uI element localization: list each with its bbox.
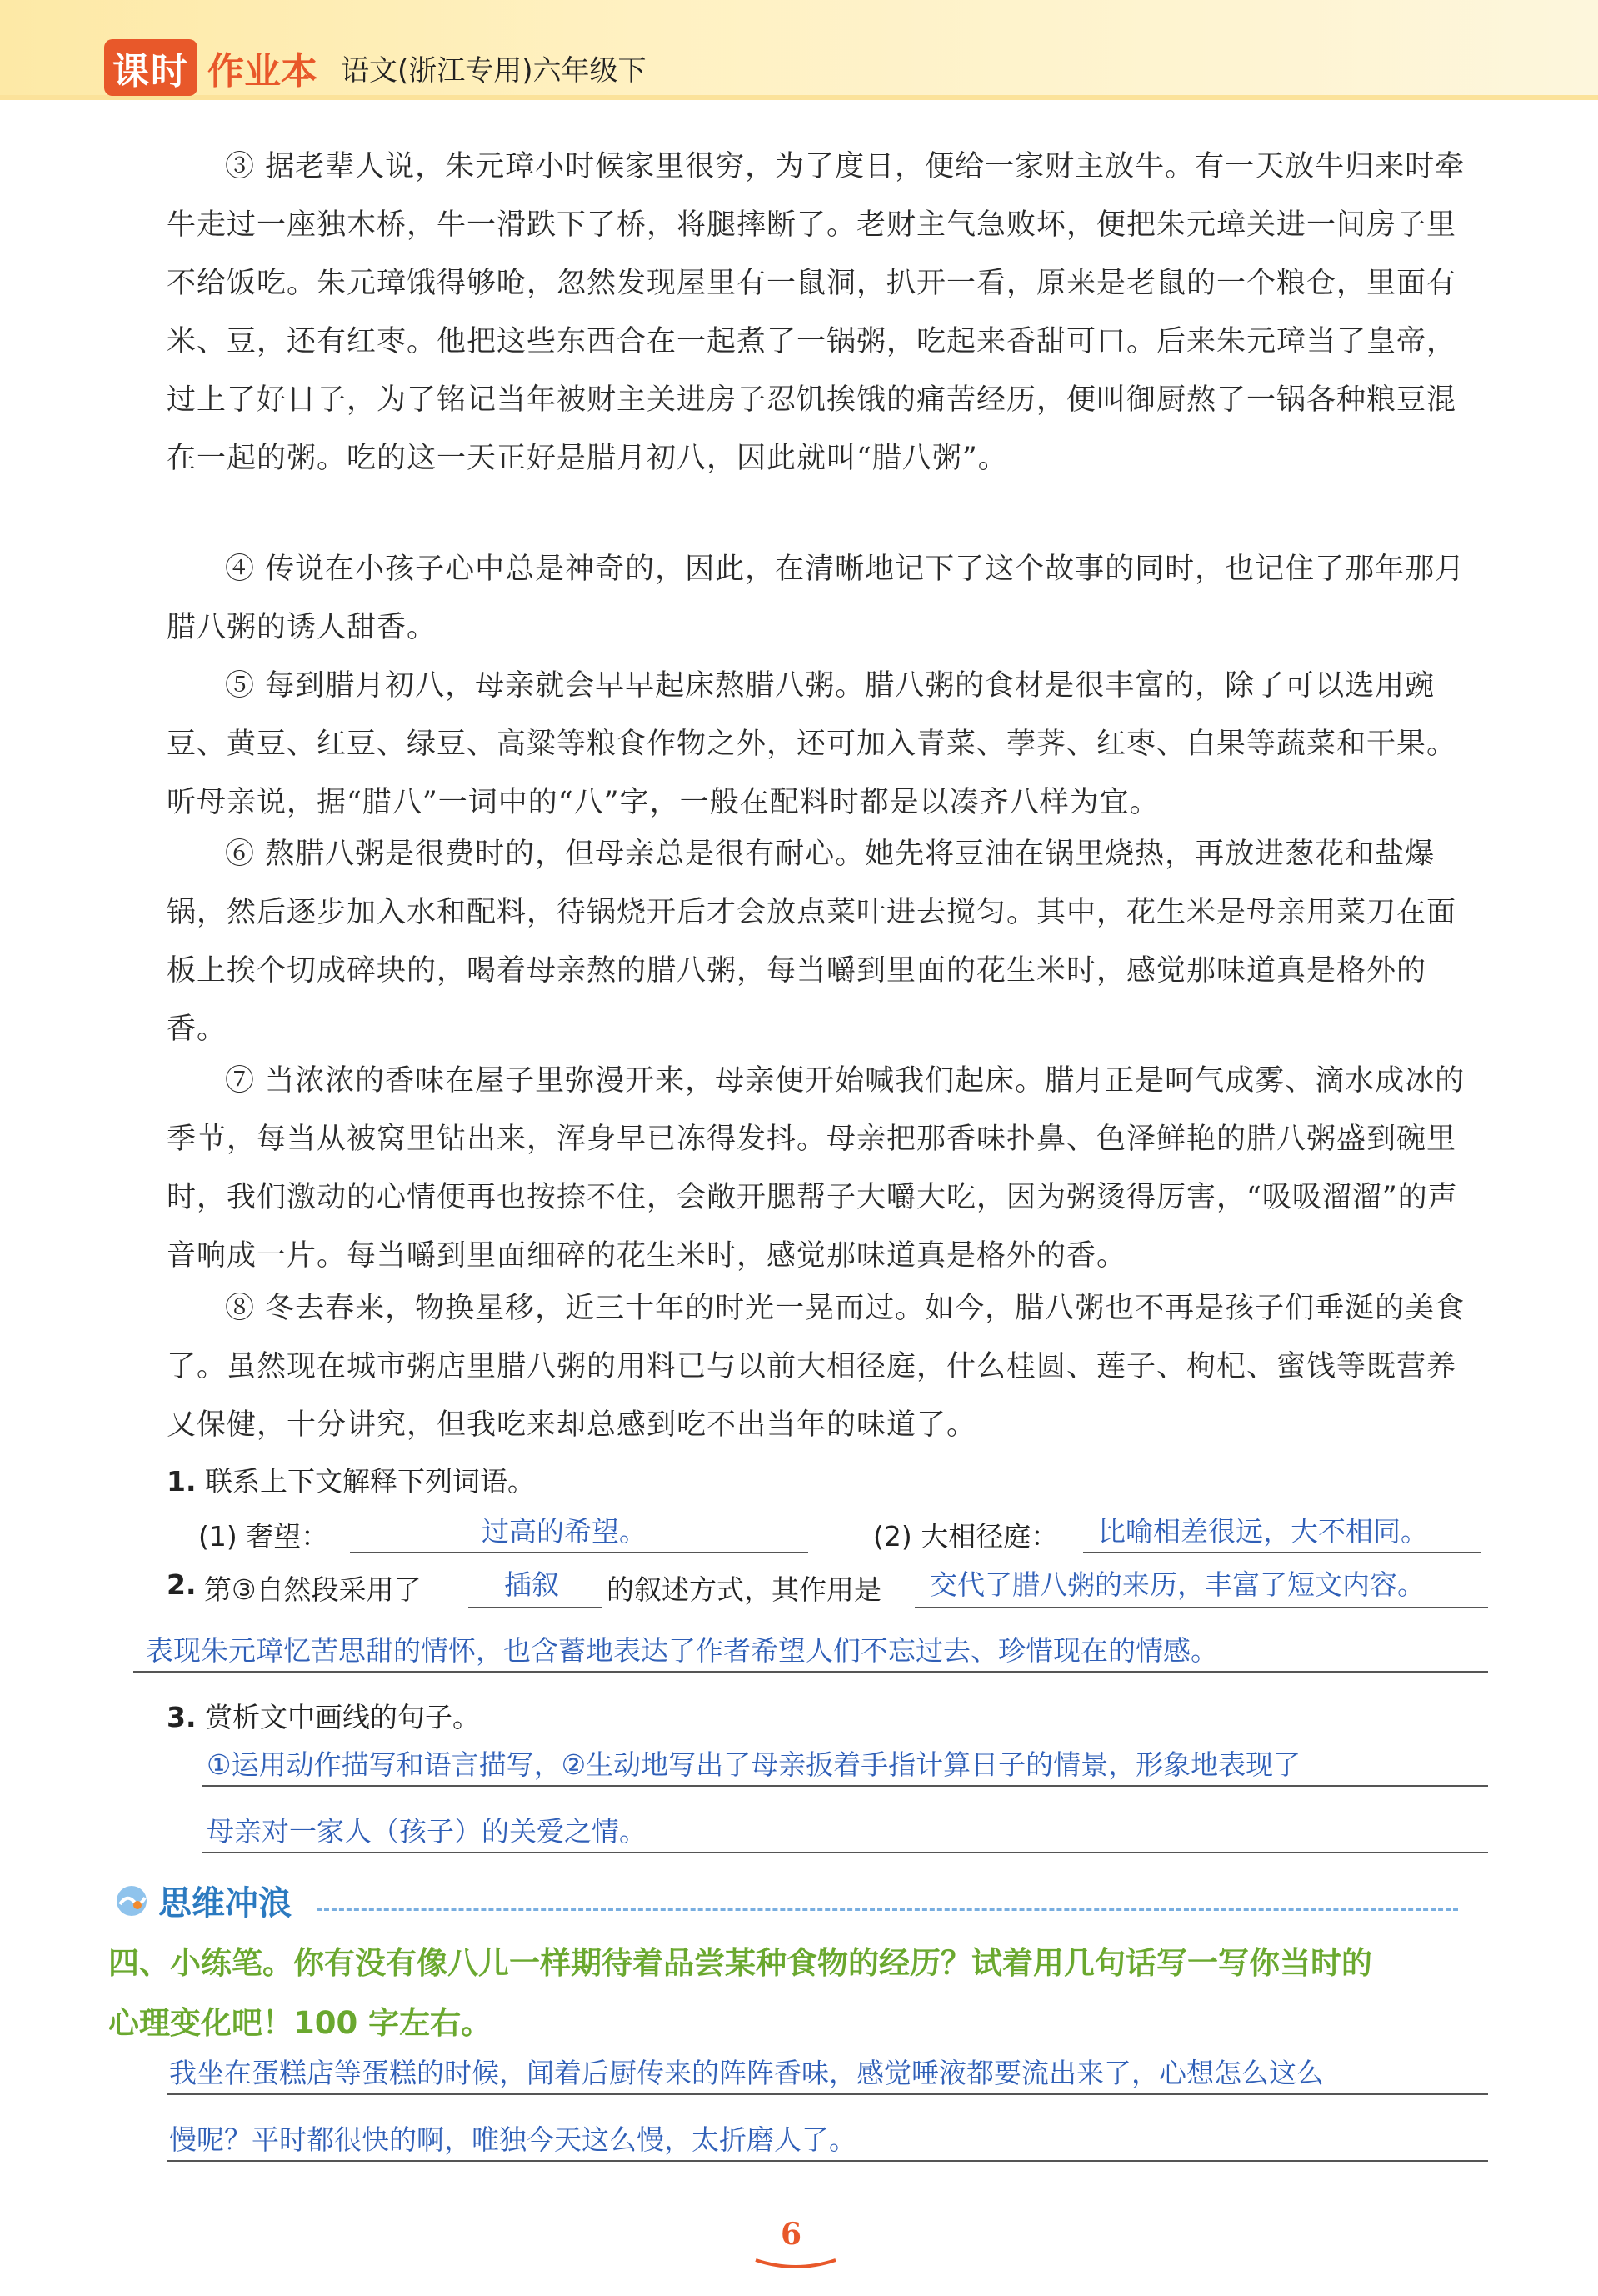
paragraph-5: ⑤ 每到腊月初八，母亲就会早早起床熬腊八粥。腊八粥的食材是很丰富的，除了可以选用豌豆、黄豆、红豆、绿豆、高粱等粮食作物之外，还可加入青菜、荸荠、红枣、白果等蔬菜和干果。听母亲说，据“腊八”一词中的“八”字，一般在配料时都是以凑齐八样为宜。 [167,669,1457,819]
answer-4-part2: 慢呢？平时都很快的啊，唯独今天这么慢，太折磨人了。 [169,2123,856,2156]
answer-3-part2: 母亲对一家人（孩子）的关爱之情。 [207,1815,647,1848]
question-2-number: 2. [167,1568,197,1601]
page-number: 6 [781,2217,802,2252]
answer-line-1a [350,1552,808,1553]
answer-1b: 比喻相差很远，大不相同。 [1098,1515,1428,1548]
question-1-number: 1. [167,1465,197,1498]
book-info: 语文(浙江专用)六年级下 [341,53,647,88]
book-header [104,43,647,92]
paragraph-4: ④ 传说在小孩子心中总是神奇的，因此，在清晰地记下了这个故事的同时，也记住了那年那月腊八粥的诱人甜香。 [167,553,1466,644]
answer-line-2b [133,1671,1488,1673]
question-2-text-a: 第③自然段采用了 [204,1573,422,1606]
logo-text: 作业本 [207,50,317,93]
paragraph-8: ⑧ 冬去春来，物换星移，近三十年的时光一晃而过。如今，腊八粥也不再是孩子们垂涎的美食了。虽然现在城市粥店里腊八粥的用料已与以前大相径庭，什么桂圆、莲子、枸杞、蜜饯等既营养又保健，十分讲究，但我吃来却总感到吃不出当年的味道了。 [167,1292,1466,1442]
answer-line-1b [1083,1552,1481,1553]
answer-line-2-blank [468,1607,602,1608]
question-1a-label: (1) 奢望： [198,1520,329,1553]
paragraph-7: ⑦ 当浓浓的香味在屋子里弥漫开来，母亲便开始喊我们起床。腊月正是呵气成雾、滴水成冰的季节，每当从被窝里钻出来，浑身早已冻得发抖。母亲把那香味扑鼻、色泽鲜艳的腊八粥盛到碗里时，我们激动的心情便再也按捺不住，会敞开腮帮子大嚼大吃，因为粥烫得厉害，“吸吸溜溜”的声音响成一片。每当嚼到里面细碎的花生米时，感觉那味道真是格外的香。 [167,1064,1466,1273]
answer-line-3a [202,1785,1488,1787]
answer-3-part1: ①运用动作描写和语言描写，②生动地写出了母亲扳着手指计算日子的情景，形象地表现了 [207,1748,1301,1781]
answer-line-4a [167,2093,1488,2095]
question-3-number: 3. [167,1701,197,1733]
task-line-2: 心理变化吧！100 字左右。 [108,2005,492,2041]
answer-2-part1: 交代了腊八粥的来历，丰富了短文内容。 [930,1568,1425,1601]
question-2-text-b: 的叙述方式，其作用是 [607,1573,881,1606]
page-decoration-icon [754,2258,837,2270]
section-divider [317,1908,1458,1911]
task-line-1: 四、小练笔。你有没有像八儿一样期待着品尝某种食物的经历？试着用几句话写一写你当时的 [108,1945,1372,1981]
question-1b-label: (2) 大相径庭： [873,1520,1059,1553]
logo-box: 课时 [104,39,197,96]
wave-icon [115,1884,148,1918]
paragraph-6: ⑥ 熬腊八粥是很费时的，但母亲总是很有耐心。她先将豆油在锅里烧热，再放进葱花和盐爆锅，然后逐步加入水和配料，待锅烧开后才会放点菜叶进去搅匀。其中，花生米是母亲用菜刀在面板上挨个切成碎块的，喝着母亲熬的腊八粥，每当嚼到里面的花生米时，感觉那味道真是格外的香。 [167,838,1457,1046]
question-3 [167,1696,480,1735]
section-header [115,1877,292,1924]
question-3-text: 赏析文中画线的句子。 [205,1701,480,1733]
answer-line-3b [202,1852,1488,1853]
paragraph-3: ③ 据老辈人说，朱元璋小时候家里很穷，为了度日，便给一家财主放牛。有一天放牛归来时牵牛走过一座独木桥，牛一滑跌下了桥，将腿摔断了。老财主气急败坏，便把朱元璋关进一间房子里不给饭吃。朱元璋饿得够呛，忽然发现屋里有一鼠洞，扒开一看，原来是老鼠的一个粮仓，里面有米、豆，还有红枣。他把这些东西合在一起煮了一锅粥，吃起来香甜可口。后来朱元璋当了皇帝，过上了好日子，为了铭记当年被财主关进房子忍饥挨饿的痛苦经历，便叫御厨熬了一锅各种粮豆混在一起的粥。吃的这一天正好是腊月初八，因此就叫“腊八粥”。 [167,150,1466,475]
answer-2-blank: 插叙 [504,1568,559,1601]
answer-line-2a [915,1607,1488,1608]
answer-1a: 过高的希望。 [482,1515,647,1548]
question-1-text: 联系上下文解释下列词语。 [205,1465,535,1498]
section-title: 思维冲浪 [158,1884,292,1923]
answer-2-part2: 表现朱元璋忆苦思甜的情怀，也含蓄地表达了作者希望人们不忘过去、珍惜现在的情感。 [146,1634,1218,1667]
question-1 [167,1460,535,1499]
answer-4-part1: 我坐在蛋糕店等蛋糕的时候，闻着后厨传来的阵阵香味，感觉唾液都要流出来了，心想怎么这么 [169,2057,1324,2089]
answer-line-4b [167,2160,1488,2162]
